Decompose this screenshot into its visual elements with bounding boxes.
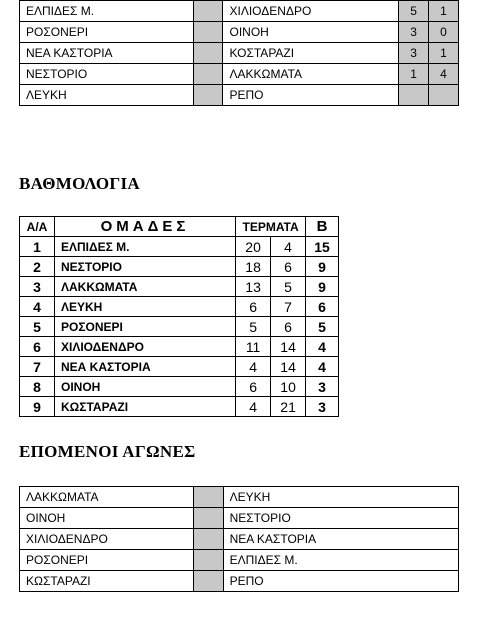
rank-column-header: Α/Α bbox=[20, 217, 55, 237]
goals-for-cell: 20 bbox=[236, 237, 271, 257]
rank-cell: 5 bbox=[20, 317, 55, 337]
points-cell: 4 bbox=[306, 357, 339, 377]
goals-against-cell: 4 bbox=[271, 237, 306, 257]
team-cell: ΛΕΥΚΗ bbox=[54, 297, 235, 317]
goals-for-cell: 6 bbox=[236, 377, 271, 397]
team-cell: ΝΕΑ ΚΑΣΤΟΡΙΑ bbox=[54, 357, 235, 377]
home-team-cell: ΚΩΣΤΑΡΑΖΙ bbox=[20, 571, 194, 592]
table-row bbox=[20, 237, 339, 257]
home-score-cell: 3 bbox=[399, 43, 429, 64]
goals-for-cell: 13 bbox=[236, 277, 271, 297]
away-team-cell: ΡΕΠΟ bbox=[223, 571, 458, 592]
team-cell: ΟΙΝΟΗ bbox=[54, 377, 235, 397]
rank-cell: 8 bbox=[20, 377, 55, 397]
table-row bbox=[20, 397, 339, 417]
points-cell: 3 bbox=[306, 377, 339, 397]
standings-heading: ΒΑΘΜΟΛΟΓΙΑ bbox=[19, 174, 141, 193]
table-row bbox=[20, 257, 339, 277]
away-team-cell: ΝΕΑ ΚΑΣΤΟΡΙΑ bbox=[223, 529, 458, 550]
results-table bbox=[19, 0, 459, 106]
table-row bbox=[20, 357, 339, 377]
home-team-cell: ΕΛΠΙΔΕΣ Μ. bbox=[20, 1, 194, 22]
points-cell: 9 bbox=[306, 277, 339, 297]
away-score-cell: 4 bbox=[429, 64, 459, 85]
separator-cell bbox=[193, 571, 223, 592]
points-cell: 4 bbox=[306, 337, 339, 357]
table-row bbox=[20, 529, 459, 550]
table-row bbox=[20, 22, 459, 43]
standings-header-row bbox=[20, 217, 339, 237]
home-team-cell: ΡΟΣΟΝΕΡΙ bbox=[20, 22, 194, 43]
team-cell: ΝΕΣΤΟΡΙΟ bbox=[54, 257, 235, 277]
next-matches-table bbox=[19, 486, 459, 592]
goals-for-cell: 6 bbox=[236, 297, 271, 317]
table-row bbox=[20, 43, 459, 64]
points-column-header: Β bbox=[306, 217, 339, 237]
team-cell: ΧΙΛΙΟΔΕΝΔΡΟ bbox=[54, 337, 235, 357]
table-row bbox=[20, 550, 459, 571]
rank-cell: 7 bbox=[20, 357, 55, 377]
goals-for-cell: 18 bbox=[236, 257, 271, 277]
next-matches-heading: ΕΠΟΜΕΝΟΙ ΑΓΩΝΕΣ bbox=[19, 442, 196, 461]
away-team-cell: ΛΕΥΚΗ bbox=[223, 487, 458, 508]
home-team-cell: ΛΕΥΚΗ bbox=[20, 85, 194, 106]
rank-cell: 4 bbox=[20, 297, 55, 317]
away-team-cell: ΛΑΚΚΩΜΑΤΑ bbox=[223, 64, 399, 85]
team-cell: ΕΛΠΙΔΕΣ Μ. bbox=[54, 237, 235, 257]
goals-against-cell: 14 bbox=[271, 337, 306, 357]
rank-cell: 2 bbox=[20, 257, 55, 277]
goals-column-header: ΤΕΡΜΑΤΑ bbox=[236, 217, 306, 237]
goals-for-cell: 5 bbox=[236, 317, 271, 337]
separator-cell bbox=[193, 1, 223, 22]
points-cell: 5 bbox=[306, 317, 339, 337]
away-score-cell: 1 bbox=[429, 43, 459, 64]
home-score-cell: 1 bbox=[399, 64, 429, 85]
separator-cell bbox=[193, 64, 223, 85]
team-cell: ΛΑΚΚΩΜΑΤΑ bbox=[54, 277, 235, 297]
team-cell: ΡΟΣΟΝΕΡΙ bbox=[54, 317, 235, 337]
table-row bbox=[20, 277, 339, 297]
home-score-cell: 3 bbox=[399, 22, 429, 43]
rank-cell: 9 bbox=[20, 397, 55, 417]
separator-cell bbox=[193, 529, 223, 550]
team-cell: ΚΩΣΤΑΡΑΖΙ bbox=[54, 397, 235, 417]
goals-against-cell: 7 bbox=[271, 297, 306, 317]
table-row bbox=[20, 508, 459, 529]
table-row bbox=[20, 571, 459, 592]
table-row bbox=[20, 487, 459, 508]
separator-cell bbox=[193, 508, 223, 529]
away-score-cell: 1 bbox=[429, 1, 459, 22]
away-score-cell: 0 bbox=[429, 22, 459, 43]
points-cell: 15 bbox=[306, 237, 339, 257]
separator-cell bbox=[193, 43, 223, 64]
separator-cell bbox=[193, 550, 223, 571]
table-row bbox=[20, 377, 339, 397]
table-row bbox=[20, 317, 339, 337]
rank-cell: 1 bbox=[20, 237, 55, 257]
home-team-cell: ΝΕΑ ΚΑΣΤΟΡΙΑ bbox=[20, 43, 194, 64]
home-team-cell: ΟΙΝΟΗ bbox=[20, 508, 194, 529]
away-team-cell: ΚΟΣΤΑΡΑΖΙ bbox=[223, 43, 399, 64]
points-cell: 9 bbox=[306, 257, 339, 277]
table-row bbox=[20, 297, 339, 317]
goals-for-cell: 11 bbox=[236, 337, 271, 357]
rank-cell: 3 bbox=[20, 277, 55, 297]
goals-against-cell: 5 bbox=[271, 277, 306, 297]
goals-against-cell: 21 bbox=[271, 397, 306, 417]
table-row bbox=[20, 85, 459, 106]
team-column-header: ΟΜΑΔΕΣ bbox=[54, 217, 235, 237]
table-row bbox=[20, 1, 459, 22]
rank-cell: 6 bbox=[20, 337, 55, 357]
standings-table bbox=[19, 216, 339, 417]
home-team-cell: ΡΟΣΟΝΕΡΙ bbox=[20, 550, 194, 571]
separator-cell bbox=[193, 85, 223, 106]
separator-cell bbox=[193, 487, 223, 508]
away-score-cell bbox=[429, 85, 459, 106]
table-row bbox=[20, 64, 459, 85]
away-team-cell: ΕΛΠΙΔΕΣ Μ. bbox=[223, 550, 458, 571]
points-cell: 6 bbox=[306, 297, 339, 317]
goals-against-cell: 14 bbox=[271, 357, 306, 377]
home-team-cell: ΝΕΣΤΟΡΙΟ bbox=[20, 64, 194, 85]
goals-for-cell: 4 bbox=[236, 397, 271, 417]
home-score-cell: 5 bbox=[399, 1, 429, 22]
home-team-cell: ΛΑΚΚΩΜΑΤΑ bbox=[20, 487, 194, 508]
goals-against-cell: 6 bbox=[271, 317, 306, 337]
away-team-cell: ΝΕΣΤΟΡΙΟ bbox=[223, 508, 458, 529]
table-row bbox=[20, 337, 339, 357]
goals-against-cell: 6 bbox=[271, 257, 306, 277]
goals-against-cell: 10 bbox=[271, 377, 306, 397]
away-team-cell: ΧΙΛΙΟΔΕΝΔΡΟ bbox=[223, 1, 399, 22]
goals-for-cell: 4 bbox=[236, 357, 271, 377]
away-team-cell: ΟΙΝΟΗ bbox=[223, 22, 399, 43]
away-team-cell: ΡΕΠΟ bbox=[223, 85, 399, 106]
home-score-cell bbox=[399, 85, 429, 106]
points-cell: 3 bbox=[306, 397, 339, 417]
separator-cell bbox=[193, 22, 223, 43]
home-team-cell: ΧΙΛΙΟΔΕΝΔΡΟ bbox=[20, 529, 194, 550]
